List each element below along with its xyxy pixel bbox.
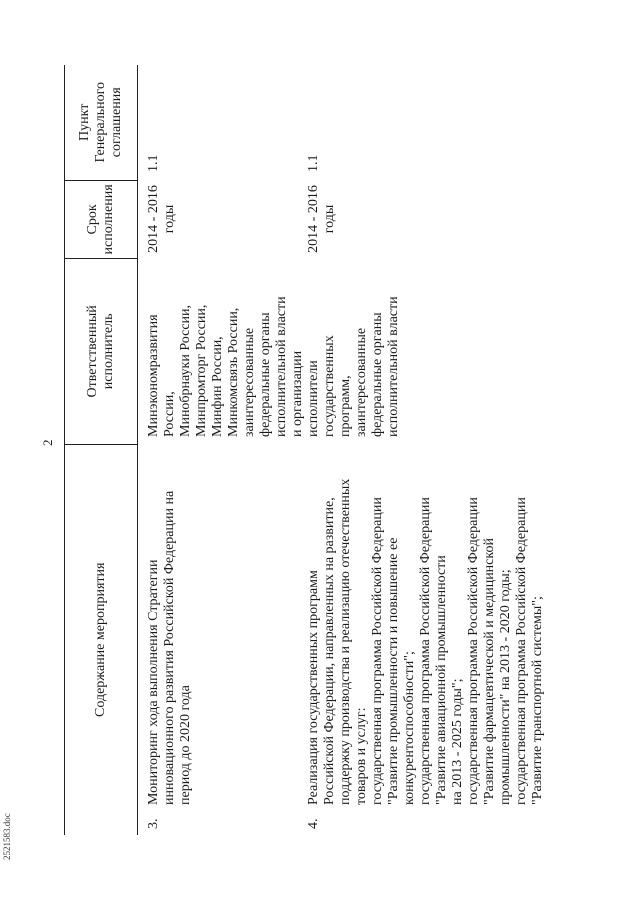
responsible-line: Минпромторг России, (194, 304, 209, 437)
header-clause-line: Пункт (77, 103, 92, 141)
content-line: государственная программа Российской Федерации (418, 497, 433, 805)
header-content: Содержание мероприятия (93, 562, 108, 717)
deadline-line: 2014 - 2016 (306, 185, 321, 253)
row-number: 3. (146, 818, 161, 829)
responsible-line: государственных (322, 335, 337, 437)
responsible-line: заинтересованные (242, 327, 257, 437)
deadline-line: 2014 - 2016 (146, 185, 161, 253)
content-line: "Развитие авиационной промышленности (434, 555, 449, 805)
header-deadline-line: Срок (85, 204, 100, 235)
deadline-line: годы (322, 204, 337, 234)
responsible-line: исполнительной власти (274, 296, 289, 437)
responsible-line: России, (162, 391, 177, 437)
content-line: "Развитие транспортной системы"; (530, 596, 545, 805)
responsible-line: федеральные органы (258, 312, 273, 437)
row-clause: 1.1 (306, 154, 321, 172)
content-line: государственная программа Российской Федерации (370, 497, 385, 805)
responsible-line: программ, (338, 375, 353, 437)
table-header (64, 65, 138, 835)
header-deadline (65, 181, 137, 260)
content-line: Российской Федерации, направленных на развитие, (322, 497, 337, 805)
table-row (138, 65, 305, 835)
row-content-cell (138, 443, 298, 835)
row-clause: 1.1 (146, 154, 161, 172)
responsible-line: и организации (290, 350, 305, 437)
content-line: конкурентоспособности"; (402, 651, 417, 805)
row-number: 4. (306, 818, 321, 829)
row-deadline (298, 180, 546, 258)
content-line: государственная программа Российской Федерации (466, 497, 481, 805)
table-row (298, 65, 546, 835)
row-responsible (298, 258, 546, 443)
content-line: "Развитие промышленности и повышение ее (386, 537, 401, 805)
content-line: товаров и услуг: (354, 707, 369, 805)
row-content-cell (298, 443, 546, 835)
responsible-line: исполнительной власти (386, 296, 401, 437)
responsible-line: Минфин России, (210, 336, 225, 437)
header-deadline-line: исполнения (101, 184, 116, 255)
content-line: государственная программа Российской Федерации (514, 497, 529, 805)
content-line: промышленности" на 2013 - 2020 годы; (498, 569, 513, 805)
responsible-line: Минэкономразвития (146, 314, 161, 437)
header-clause (65, 65, 137, 181)
header-clause-line: Генерального (93, 82, 108, 163)
responsible-line: исполнители (306, 360, 321, 437)
row-responsible (138, 258, 305, 443)
content-line: период до 2020 года (178, 685, 193, 805)
row-deadline (138, 180, 298, 258)
content-line: "Развитие фармацевтической и медицинской (482, 538, 497, 805)
row-content (146, 443, 298, 805)
content-line: Мониторинг хода выполнения Стратегии (146, 559, 161, 805)
responsible-line: Минкомсвязь России, (226, 307, 241, 437)
measures-table (64, 65, 546, 835)
header-clause-line: соглашения (109, 87, 124, 158)
content-line: на 2013 - 2025 годы"; (450, 678, 465, 805)
header-responsible-line: Ответственный (85, 305, 100, 398)
doc-filename: 2521583.doc (2, 813, 12, 860)
responsible-line: федеральные органы (370, 312, 385, 437)
content-line: Реализация государственных программ (306, 570, 321, 805)
responsible-line: Минобрнауки России, (178, 304, 193, 437)
header-responsible-line: исполнитель (101, 313, 116, 390)
content-line: поддержку производства и реализацию отечественных (338, 478, 353, 805)
responsible-line: заинтересованные (354, 327, 369, 437)
header-responsible (65, 259, 137, 444)
page-number: 2 (40, 439, 55, 446)
content-line: инновационного развития Российской Федерации на (162, 490, 177, 805)
deadline-line: годы (162, 204, 177, 234)
row-content (306, 443, 546, 805)
